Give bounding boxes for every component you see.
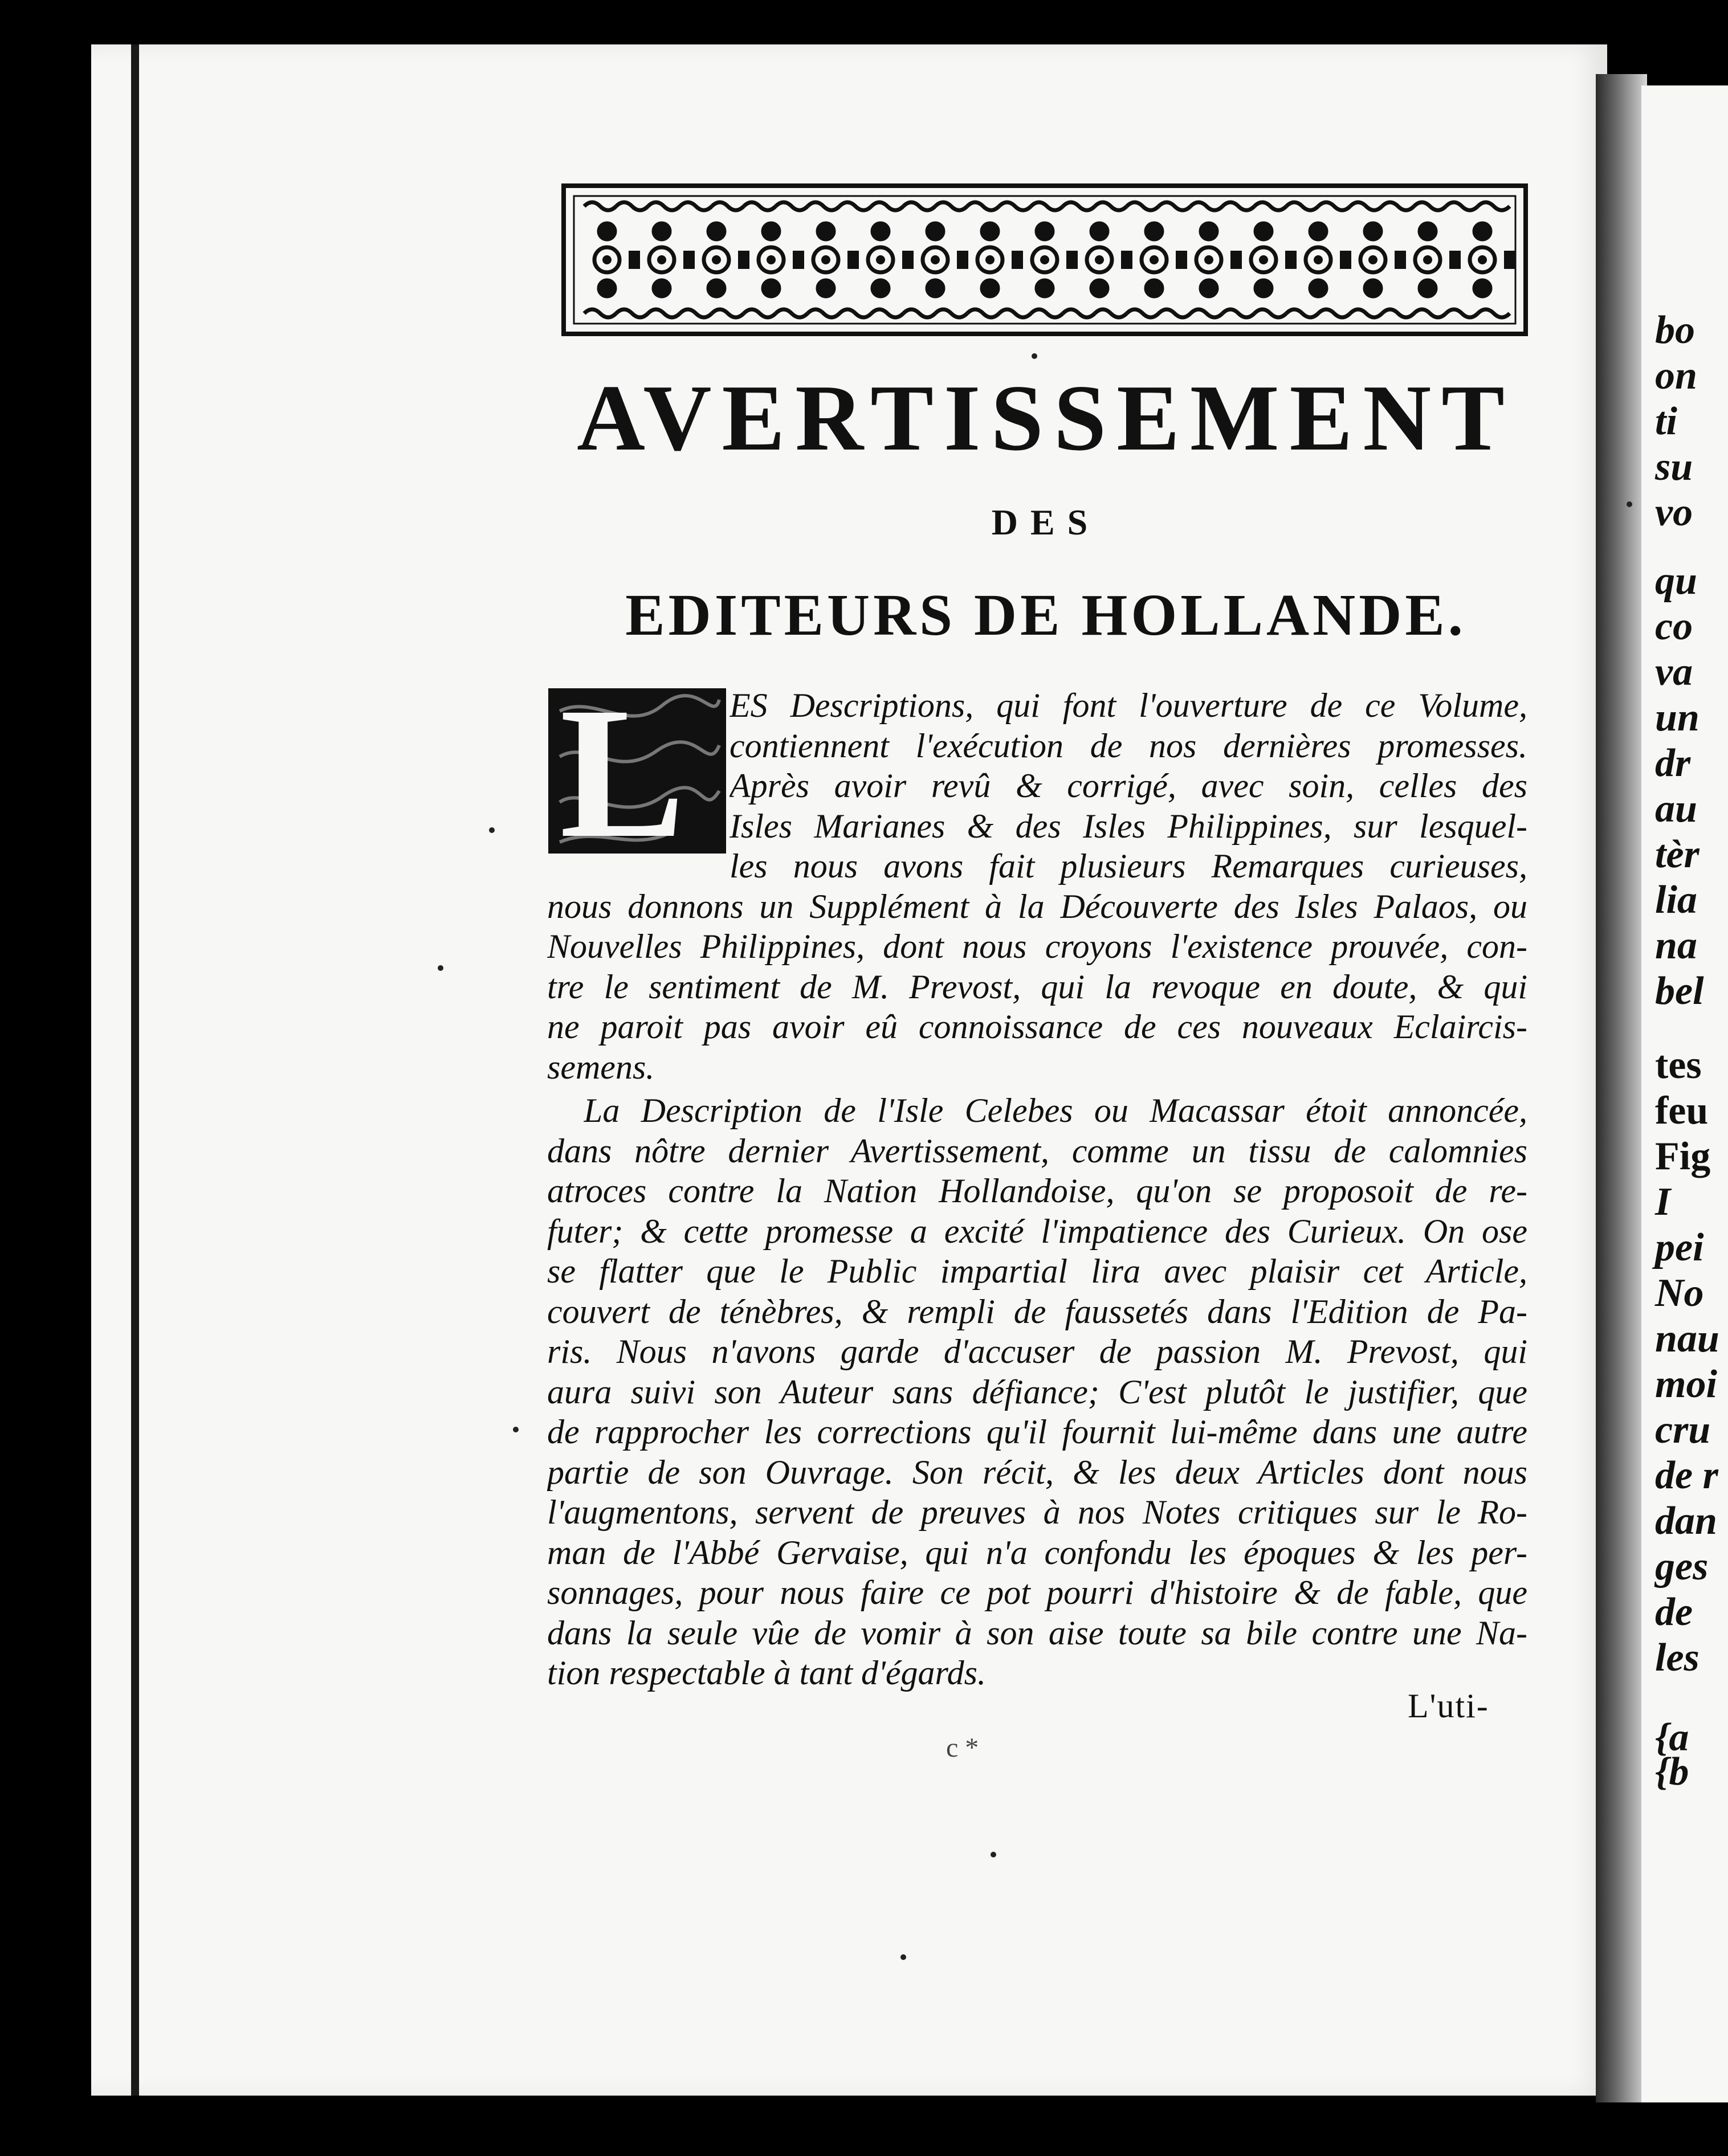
text-line: tion respectable à tant d'égards. [547, 1654, 986, 1692]
text-line: partie de son Ouvrage. Son récit, & les deux Articles dont nous [547, 1453, 1527, 1491]
speck [1032, 353, 1037, 359]
text-line: les nous avons fait plusieurs Remarques curieuses, [729, 847, 1527, 885]
text-line: man de l'Abbé Gervaise, qui n'a confondu les époques & les per- [547, 1533, 1527, 1571]
facing-page-fragment: na [1655, 924, 1697, 967]
facing-page-fragment: au [1655, 787, 1697, 831]
speck [489, 827, 495, 833]
facing-page-fragment: nau [1655, 1317, 1719, 1361]
page-edge-shadow [131, 44, 139, 2096]
facing-page-fragment: de r [1655, 1453, 1718, 1497]
drop-cap-letter: L [560, 688, 686, 854]
facing-page-fragment: bel [1655, 969, 1704, 1013]
facing-page-fragment: vo [1655, 491, 1693, 534]
facing-page-fragment: Fig [1655, 1134, 1711, 1178]
text-line: dans la seule vûe de vomir à son aise toute sa bile contre une Na- [547, 1614, 1527, 1652]
subtitle-des: DES [991, 502, 1101, 542]
facing-page-fragment: No [1655, 1271, 1704, 1315]
facing-page-fragment: tèr [1655, 832, 1700, 876]
text-line: semens. [547, 1048, 655, 1086]
facing-page-fragment: les [1655, 1636, 1700, 1680]
facing-page [1641, 85, 1728, 2102]
text-line: contiennent l'exécution de nos dernières promesses. [729, 726, 1527, 765]
text-line: aura suivi son Auteur sans défiance; C'est plutôt le justifier, que [547, 1373, 1527, 1411]
facing-page-fragment: cru [1655, 1408, 1711, 1452]
facing-page-fragment: {b [1655, 1750, 1689, 1794]
facing-page-fragment: de [1655, 1590, 1693, 1634]
facing-page-fragment: un [1655, 696, 1700, 740]
text-line: tre le sentiment de M. Prevost, qui la revoque en doute, & qui [547, 967, 1527, 1006]
facing-page-fragment: moi [1655, 1362, 1717, 1406]
facing-page-fragment: tes [1655, 1043, 1702, 1087]
facing-page-fragment: va [1655, 650, 1693, 694]
facing-page-fragment: ti [1655, 399, 1677, 443]
text-line: futer; & cette promesse a excité l'impatience des Curieux. On ose [547, 1212, 1527, 1250]
text-line: l'augmentons, servent de preuves à nos Notes critiques sur le Ro- [547, 1493, 1527, 1531]
facing-page-fragment: I [1655, 1180, 1671, 1224]
book-gutter [1596, 74, 1647, 2102]
text-line: ne paroit pas avoir eû connoissance de ces nouveaux Eclaircis- [547, 1008, 1527, 1046]
facing-page-fragment: bo [1655, 308, 1695, 352]
facing-page-fragment: dan [1655, 1499, 1717, 1543]
facing-page-fragment: pei [1655, 1226, 1704, 1269]
text-line: dans nôtre dernier Avertissement, comme un tissu de calomnies [547, 1132, 1527, 1170]
facing-page-fragment: feu [1655, 1089, 1709, 1133]
text-line: Isles Marianes & des Isles Philippines, sur lesquel- [729, 807, 1527, 845]
text-line: nous donnons un Supplément à la Découverte des Isles Palaos, ou [547, 887, 1527, 925]
speck [1627, 501, 1632, 507]
text-line: Nouvelles Philippines, dont nous croyons l'existence prouvée, con- [547, 928, 1527, 965]
facing-page-fragment: lia [1655, 878, 1697, 922]
speck [991, 1852, 996, 1857]
text-line: La Description de l'Isle Celebes ou Macassar étoit annoncée, [584, 1092, 1527, 1129]
speck [900, 1954, 906, 1960]
facing-page-fragment: qu [1655, 559, 1697, 603]
text-line: ris. Nous n'avons garde d'accuser de passion M. Prevost, qui [547, 1333, 1527, 1370]
speck [438, 965, 443, 971]
text-line: de rapprocher les corrections qu'il fournit lui-même dans une autre [547, 1413, 1527, 1451]
facing-page-fragment: {a [1655, 1716, 1689, 1759]
facing-page-fragment: on [1655, 354, 1697, 398]
ornate-drop-cap [548, 688, 726, 854]
subtitle-editeurs: EDITEURS DE HOLLANDE. [625, 582, 1466, 648]
facing-page-fragment: su [1655, 445, 1693, 489]
speck [513, 1427, 519, 1432]
signature-mark: c * [946, 1733, 979, 1763]
facing-page-fragment: ges [1655, 1545, 1709, 1589]
text-line: atroces contre la Nation Hollandoise, qu'on se proposoit de re- [547, 1172, 1527, 1210]
page-title: AVERTISSEMENT [577, 365, 1515, 470]
text-line: se flatter que le Public impartial lira avec plaisir cet Article, [547, 1252, 1527, 1290]
text-line: ES Descriptions, qui font l'ouverture de ce Volume, [729, 687, 1527, 724]
catchword: L'uti- [1408, 1687, 1489, 1725]
text-line: sonnages, pour nous faire ce pot pourri d'histoire & de fable, que [547, 1574, 1527, 1611]
facing-page-fragment: co [1655, 605, 1693, 648]
text-line: Après avoir revû & corrigé, avec soin, celles des [729, 767, 1527, 805]
text-line: couvert de ténèbres, & rempli de faussetés dans l'Edition de Pa- [547, 1292, 1527, 1330]
facing-page-fragment: dr [1655, 741, 1691, 785]
decorative-ornament-band [561, 183, 1528, 336]
